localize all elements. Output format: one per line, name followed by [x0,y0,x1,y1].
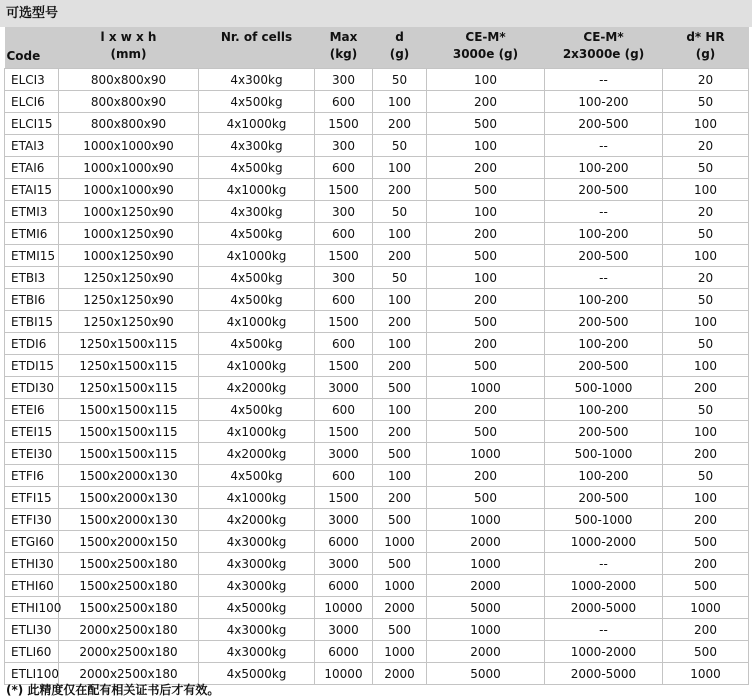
cell-cells: 4x1000kg [199,311,315,333]
cell-cem-3000e: 200 [427,289,545,311]
cell-d: 50 [373,201,427,223]
table-body [5,69,749,685]
cell-code: ETMI15 [5,245,59,267]
header-d-hr: d* HR (g) [663,27,749,69]
cell-cem-3000e: 1000 [427,553,545,575]
cell-cem-3000e: 500 [427,355,545,377]
cell-cem-2x3000e: 200-500 [545,421,663,443]
cell-max: 3000 [315,443,373,465]
table-row [5,245,749,267]
cell-cem-3000e: 500 [427,311,545,333]
cell-dimensions: 1500x2500x180 [59,553,199,575]
cell-cem-3000e: 500 [427,245,545,267]
cell-max: 3000 [315,377,373,399]
cell-cem-2x3000e: 500-1000 [545,443,663,465]
cell-d: 50 [373,135,427,157]
cell-cells: 4x1000kg [199,245,315,267]
cell-cells: 4x2000kg [199,377,315,399]
cell-d: 500 [373,443,427,465]
cell-d-hr: 20 [663,69,749,91]
cell-d: 2000 [373,597,427,619]
cell-d-hr: 100 [663,113,749,135]
cell-dimensions: 1250x1500x115 [59,377,199,399]
cell-dimensions: 1500x2500x180 [59,575,199,597]
cell-d: 1000 [373,575,427,597]
table-row [5,157,749,179]
cell-cem-2x3000e: 1000-2000 [545,531,663,553]
cell-cells: 4x5000kg [199,597,315,619]
cell-cem-2x3000e: 100-200 [545,91,663,113]
cell-cem-3000e: 5000 [427,597,545,619]
cell-code: ETHI30 [5,553,59,575]
table-row [5,443,749,465]
cell-code: ELCI3 [5,69,59,91]
cell-dimensions: 1250x1250x90 [59,311,199,333]
cell-d: 200 [373,179,427,201]
cell-cem-3000e: 100 [427,267,545,289]
cell-d-hr: 50 [663,91,749,113]
cell-max: 1500 [315,487,373,509]
cell-d-hr: 20 [663,135,749,157]
cell-cem-3000e: 100 [427,69,545,91]
cell-d: 100 [373,465,427,487]
cell-d-hr: 100 [663,179,749,201]
cell-dimensions: 1250x1250x90 [59,289,199,311]
cell-dimensions: 1000x1250x90 [59,223,199,245]
cell-d: 100 [373,333,427,355]
table-row [5,69,749,91]
cell-cem-3000e: 500 [427,113,545,135]
cell-max: 300 [315,201,373,223]
cell-code: ETEI30 [5,443,59,465]
cell-max: 600 [315,289,373,311]
cell-code: ETMI3 [5,201,59,223]
cell-cells: 4x1000kg [199,113,315,135]
cell-d-hr: 50 [663,399,749,421]
cell-dimensions: 1500x2000x130 [59,465,199,487]
header-cem-2x3000e: CE-M* 2x3000e (g) [545,27,663,69]
cell-dimensions: 1500x2000x130 [59,509,199,531]
cell-cells: 4x500kg [199,289,315,311]
cell-dimensions: 2000x2500x180 [59,663,199,685]
cell-code: ETFI6 [5,465,59,487]
cell-d: 500 [373,377,427,399]
cell-code: ELCI15 [5,113,59,135]
cell-d: 2000 [373,663,427,685]
cell-cells: 4x3000kg [199,531,315,553]
cell-cells: 4x500kg [199,465,315,487]
cell-d-hr: 200 [663,553,749,575]
cell-cells: 4x300kg [199,69,315,91]
cell-cem-2x3000e: 200-500 [545,311,663,333]
cell-code: ETAI15 [5,179,59,201]
cell-code: ETGI60 [5,531,59,553]
cell-dimensions: 1500x1500x115 [59,399,199,421]
cell-dimensions: 1500x2000x130 [59,487,199,509]
cell-cells: 4x1000kg [199,355,315,377]
cell-dimensions: 800x800x90 [59,113,199,135]
cell-dimensions: 1500x1500x115 [59,421,199,443]
cell-max: 300 [315,69,373,91]
cell-d: 50 [373,69,427,91]
cell-cells: 4x3000kg [199,575,315,597]
cell-dimensions: 2000x2500x180 [59,641,199,663]
cell-d-hr: 50 [663,157,749,179]
header-row [5,27,749,69]
header-dimensions: l x w x h (mm) [59,27,199,69]
cell-cem-2x3000e: 500-1000 [545,377,663,399]
cell-code: ETLI30 [5,619,59,641]
cell-d: 200 [373,311,427,333]
cell-d: 50 [373,267,427,289]
cell-code: ETHI100 [5,597,59,619]
cell-cells: 4x1000kg [199,421,315,443]
cell-dimensions: 1250x1500x115 [59,333,199,355]
cell-cem-3000e: 1000 [427,377,545,399]
header-code: Code [5,27,59,69]
cell-cells: 4x300kg [199,135,315,157]
cell-dimensions: 800x800x90 [59,69,199,91]
cell-cells: 4x3000kg [199,619,315,641]
cell-cells: 4x2000kg [199,509,315,531]
cell-max: 1500 [315,355,373,377]
cell-max: 1500 [315,179,373,201]
header-cem-3000e: CE-M* 3000e (g) [427,27,545,69]
cell-cells: 4x500kg [199,267,315,289]
cell-cem-2x3000e: -- [545,135,663,157]
cell-cem-3000e: 2000 [427,575,545,597]
table-row [5,311,749,333]
table-row [5,377,749,399]
cell-d-hr: 100 [663,487,749,509]
table-row [5,597,749,619]
table-row [5,465,749,487]
cell-cem-2x3000e: -- [545,69,663,91]
cell-dimensions: 2000x2500x180 [59,619,199,641]
cell-code: ETBI6 [5,289,59,311]
cell-cells: 4x2000kg [199,443,315,465]
cell-d-hr: 100 [663,245,749,267]
cell-cem-3000e: 200 [427,399,545,421]
table-row [5,289,749,311]
cell-dimensions: 1500x1500x115 [59,443,199,465]
cell-code: ETEI6 [5,399,59,421]
cell-cem-2x3000e: 100-200 [545,289,663,311]
cell-code: ETBI3 [5,267,59,289]
table-row [5,333,749,355]
cell-cells: 4x3000kg [199,641,315,663]
footnote: (*) 此精度仅在配有相关证书后才有效。 [6,683,220,697]
table-header [5,27,749,69]
cell-d: 200 [373,245,427,267]
cell-cem-2x3000e: 200-500 [545,245,663,267]
cell-d-hr: 500 [663,531,749,553]
cell-d-hr: 200 [663,619,749,641]
cell-dimensions: 1250x1500x115 [59,355,199,377]
cell-cem-2x3000e: -- [545,553,663,575]
model-spec-table [4,27,749,685]
cell-max: 1500 [315,421,373,443]
cell-max: 6000 [315,531,373,553]
header-cells: Nr. of cells [199,27,315,69]
cell-max: 10000 [315,663,373,685]
cell-d: 100 [373,399,427,421]
cell-cells: 4x500kg [199,91,315,113]
cell-d-hr: 20 [663,267,749,289]
cell-dimensions: 1250x1250x90 [59,267,199,289]
cell-cem-3000e: 200 [427,157,545,179]
cell-max: 600 [315,333,373,355]
cell-d: 200 [373,355,427,377]
cell-cem-2x3000e: -- [545,201,663,223]
cell-cem-3000e: 200 [427,333,545,355]
cell-d-hr: 500 [663,641,749,663]
cell-code: ETDI15 [5,355,59,377]
cell-cem-2x3000e: 1000-2000 [545,575,663,597]
cell-max: 600 [315,91,373,113]
cell-cem-2x3000e: 100-200 [545,465,663,487]
cell-dimensions: 1000x1000x90 [59,135,199,157]
cell-max: 300 [315,135,373,157]
cell-dimensions: 800x800x90 [59,91,199,113]
cell-dimensions: 1000x1000x90 [59,157,199,179]
cell-cells: 4x500kg [199,223,315,245]
cell-code: ETHI60 [5,575,59,597]
table-row [5,531,749,553]
cell-cem-3000e: 5000 [427,663,545,685]
table-row [5,641,749,663]
cell-cells: 4x500kg [199,157,315,179]
cell-d-hr: 50 [663,289,749,311]
cell-code: ETDI30 [5,377,59,399]
cell-d: 200 [373,113,427,135]
cell-cem-3000e: 100 [427,135,545,157]
cell-code: ETLI100 [5,663,59,685]
cell-max: 600 [315,157,373,179]
cell-d: 1000 [373,531,427,553]
section-title: 可选型号 [0,0,752,27]
cell-max: 6000 [315,575,373,597]
cell-d: 1000 [373,641,427,663]
table-row [5,487,749,509]
cell-cem-2x3000e: 2000-5000 [545,663,663,685]
cell-cells: 4x1000kg [199,487,315,509]
cell-max: 600 [315,223,373,245]
cell-d: 200 [373,421,427,443]
cell-max: 1500 [315,245,373,267]
cell-max: 1500 [315,113,373,135]
cell-cem-3000e: 100 [427,201,545,223]
cell-d: 200 [373,487,427,509]
cell-d-hr: 50 [663,223,749,245]
cell-max: 300 [315,267,373,289]
table-row [5,91,749,113]
table-row [5,223,749,245]
cell-cem-2x3000e: -- [545,619,663,641]
table-row [5,421,749,443]
cell-max: 1500 [315,311,373,333]
cell-max: 3000 [315,509,373,531]
cell-cem-3000e: 200 [427,91,545,113]
cell-d-hr: 200 [663,509,749,531]
cell-d: 100 [373,223,427,245]
table-row [5,355,749,377]
cell-dimensions: 1000x1000x90 [59,179,199,201]
cell-max: 10000 [315,597,373,619]
cell-code: ETMI6 [5,223,59,245]
cell-cem-3000e: 2000 [427,641,545,663]
cell-cem-3000e: 200 [427,223,545,245]
cell-cem-2x3000e: 100-200 [545,223,663,245]
cell-cem-3000e: 500 [427,421,545,443]
cell-cells: 4x1000kg [199,179,315,201]
cell-code: ETDI6 [5,333,59,355]
cell-d: 100 [373,157,427,179]
cell-cem-2x3000e: 200-500 [545,487,663,509]
cell-dimensions: 1000x1250x90 [59,201,199,223]
cell-code: ETFI15 [5,487,59,509]
table-row [5,179,749,201]
cell-max: 600 [315,465,373,487]
cell-d-hr: 50 [663,465,749,487]
cell-cem-3000e: 500 [427,179,545,201]
cell-cem-2x3000e: 200-500 [545,355,663,377]
cell-d-hr: 1000 [663,597,749,619]
header-max: Max (kg) [315,27,373,69]
cell-code: ETFI30 [5,509,59,531]
cell-cem-2x3000e: 2000-5000 [545,597,663,619]
cell-max: 600 [315,399,373,421]
cell-cem-2x3000e: 100-200 [545,399,663,421]
cell-d: 100 [373,91,427,113]
table-row [5,509,749,531]
cell-cells: 4x500kg [199,399,315,421]
cell-d-hr: 200 [663,443,749,465]
table-row [5,619,749,641]
cell-d-hr: 500 [663,575,749,597]
table-row [5,575,749,597]
cell-code: ETEI15 [5,421,59,443]
cell-dimensions: 1500x2000x150 [59,531,199,553]
cell-d: 500 [373,509,427,531]
cell-cem-2x3000e: 500-1000 [545,509,663,531]
cell-cem-3000e: 1000 [427,619,545,641]
cell-code: ETAI6 [5,157,59,179]
cell-d: 500 [373,619,427,641]
cell-code: ELCI6 [5,91,59,113]
cell-dimensions: 1500x2500x180 [59,597,199,619]
cell-d: 100 [373,289,427,311]
cell-cem-2x3000e: 200-500 [545,113,663,135]
cell-cem-3000e: 200 [427,465,545,487]
table-row [5,267,749,289]
cell-d-hr: 200 [663,377,749,399]
header-d: d (g) [373,27,427,69]
table-row [5,553,749,575]
cell-cem-2x3000e: 200-500 [545,179,663,201]
cell-d-hr: 20 [663,201,749,223]
cell-cem-3000e: 500 [427,487,545,509]
cell-cells: 4x300kg [199,201,315,223]
cell-d-hr: 100 [663,421,749,443]
cell-cem-3000e: 1000 [427,443,545,465]
cell-code: ETLI60 [5,641,59,663]
cell-cem-2x3000e: 100-200 [545,333,663,355]
cell-d-hr: 100 [663,355,749,377]
cell-d: 500 [373,553,427,575]
table-row [5,201,749,223]
cell-max: 3000 [315,553,373,575]
cell-d-hr: 100 [663,311,749,333]
cell-cem-2x3000e: -- [545,267,663,289]
cell-cem-2x3000e: 100-200 [545,157,663,179]
cell-d-hr: 50 [663,333,749,355]
cell-cem-3000e: 2000 [427,531,545,553]
cell-code: ETBI15 [5,311,59,333]
cell-d-hr: 1000 [663,663,749,685]
table-row [5,135,749,157]
table-row [5,113,749,135]
cell-max: 6000 [315,641,373,663]
cell-cells: 4x3000kg [199,553,315,575]
cell-cells: 4x500kg [199,333,315,355]
cell-cem-3000e: 1000 [427,509,545,531]
cell-dimensions: 1000x1250x90 [59,245,199,267]
table-row [5,399,749,421]
cell-cem-2x3000e: 1000-2000 [545,641,663,663]
cell-max: 3000 [315,619,373,641]
cell-cells: 4x5000kg [199,663,315,685]
cell-code: ETAI3 [5,135,59,157]
